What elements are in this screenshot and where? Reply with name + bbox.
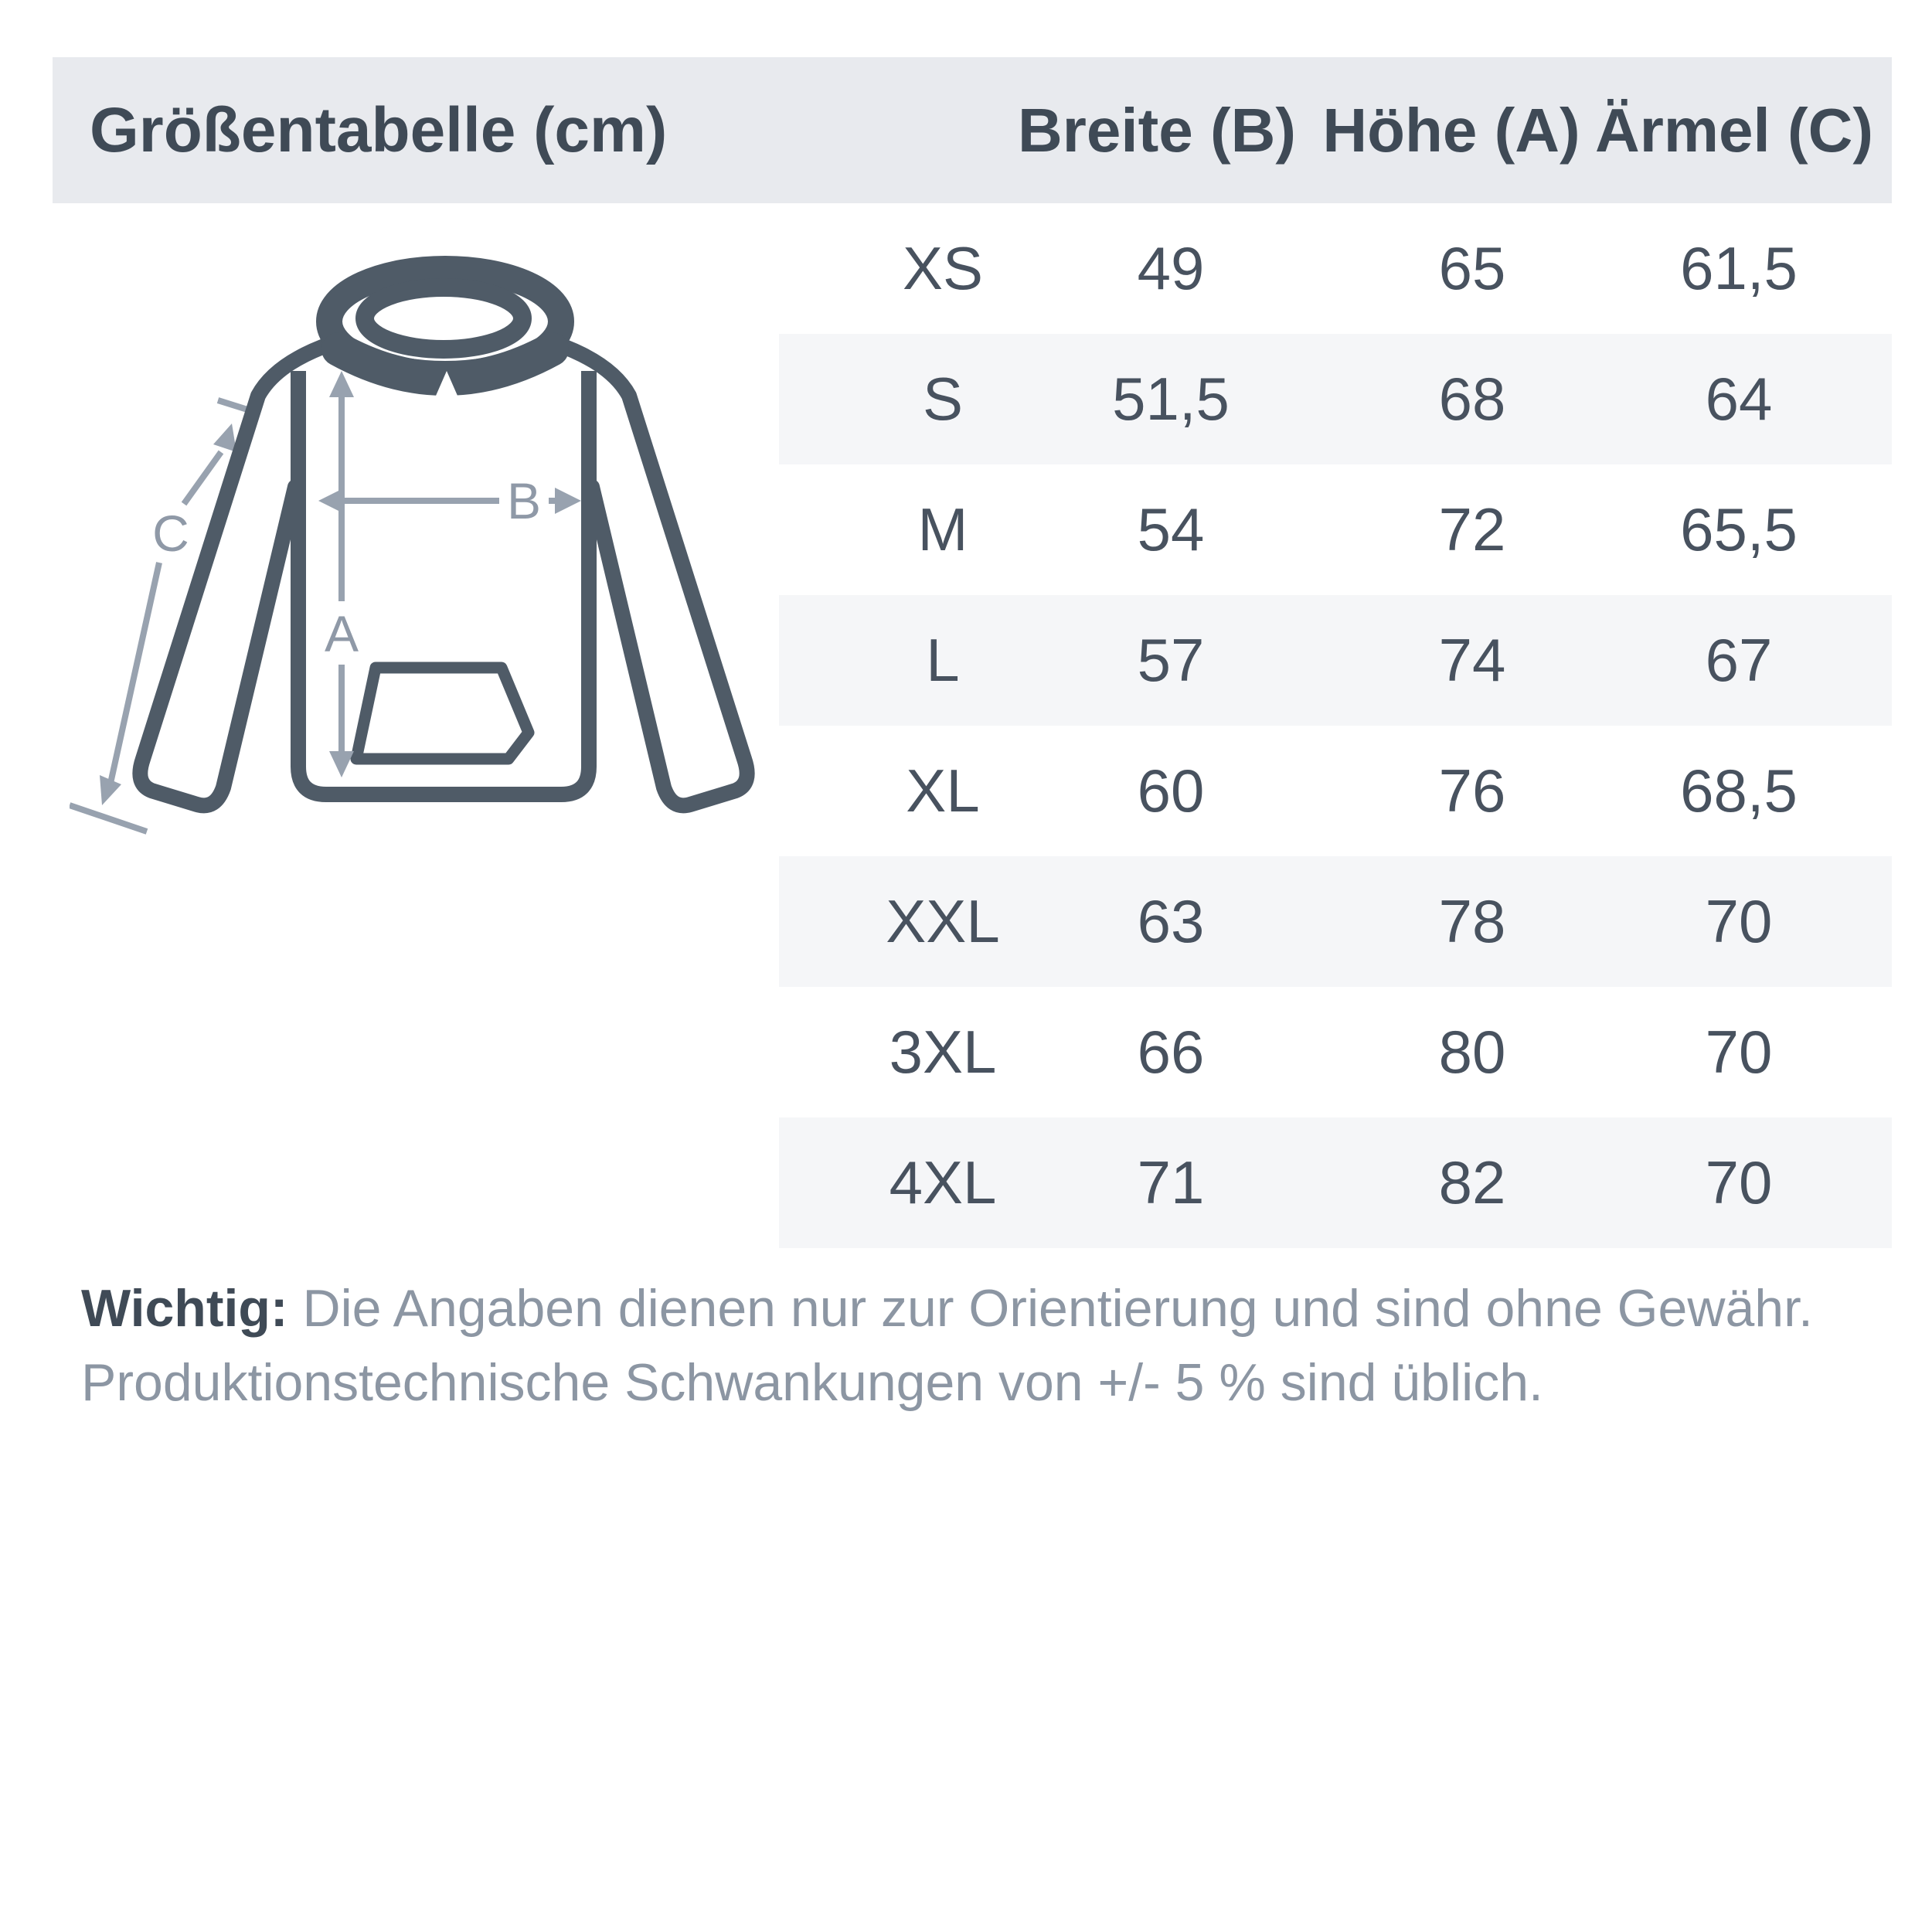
breite-value: 57 [1137, 626, 1205, 694]
disclaimer-label: Wichtig: [81, 1279, 288, 1338]
hoehe-value: 72 [1438, 495, 1506, 563]
aermel-value: 68,5 [1680, 757, 1798, 825]
aermel-value: 64 [1705, 365, 1773, 433]
table-row-l [779, 595, 1892, 726]
table-row-xxl [779, 856, 1892, 987]
table-row-4xl [779, 1117, 1892, 1248]
disclaimer-text-1: Die Angaben dienen nur zur Orientierung und sind ohne Gewähr. [287, 1279, 1813, 1338]
table-row-s [779, 334, 1892, 464]
aermel-value: 70 [1705, 887, 1773, 955]
hoehe-value: 82 [1438, 1148, 1506, 1216]
hoodie-measurement-diagram [70, 232, 835, 896]
breite-value: 54 [1137, 495, 1205, 563]
hoodie-drawing [70, 232, 835, 896]
table-row-xl [779, 726, 1892, 856]
column-header-aermel: Ärmel (C) [1594, 96, 1874, 165]
pocket [356, 668, 529, 759]
label-c: C [152, 505, 189, 562]
hoehe-value: 74 [1438, 626, 1506, 694]
column-header-breite: Breite (B) [1017, 96, 1297, 165]
breite-value: 49 [1137, 234, 1205, 302]
disclaimer-note [81, 1271, 1874, 1420]
breite-value: 71 [1137, 1148, 1205, 1216]
hoehe-value: 80 [1438, 1018, 1506, 1086]
hoehe-value: 68 [1438, 365, 1506, 433]
size-label: 3XL [889, 1018, 997, 1086]
size-label: S [922, 365, 964, 433]
aermel-value: 65,5 [1680, 495, 1798, 563]
breite-value: 51,5 [1112, 365, 1230, 433]
size-chart-header [53, 57, 1892, 203]
hoehe-value: 78 [1438, 887, 1506, 955]
page-title: Größentabelle (cm) [90, 95, 668, 165]
disclaimer-line-1 [81, 1271, 1874, 1345]
size-label: L [926, 626, 960, 694]
breite-value: 60 [1137, 757, 1205, 825]
size-label: XXL [886, 887, 1000, 955]
size-label: 4XL [889, 1148, 997, 1216]
breite-value: 63 [1137, 887, 1205, 955]
column-header-hoehe: Höhe (A) [1322, 96, 1580, 165]
table-row-m [779, 464, 1892, 595]
aermel-value: 70 [1705, 1148, 1773, 1216]
hood [329, 269, 561, 396]
table-row-xs [779, 203, 1892, 334]
label-a: A [324, 605, 359, 662]
aermel-value: 61,5 [1680, 234, 1798, 302]
disclaimer-line-2: Produktionstechnische Schwankungen von +/- 5 % sind üblich. [81, 1353, 1543, 1412]
hoehe-value: 76 [1438, 757, 1506, 825]
aermel-value: 67 [1705, 626, 1773, 694]
size-label: XL [906, 757, 980, 825]
hoehe-value: 65 [1438, 234, 1506, 302]
size-label: XS [902, 234, 984, 302]
size-label: M [917, 495, 968, 563]
label-b: B [506, 472, 542, 529]
aermel-value: 70 [1705, 1018, 1773, 1086]
breite-value: 66 [1137, 1018, 1205, 1086]
table-row-3xl [779, 987, 1892, 1117]
